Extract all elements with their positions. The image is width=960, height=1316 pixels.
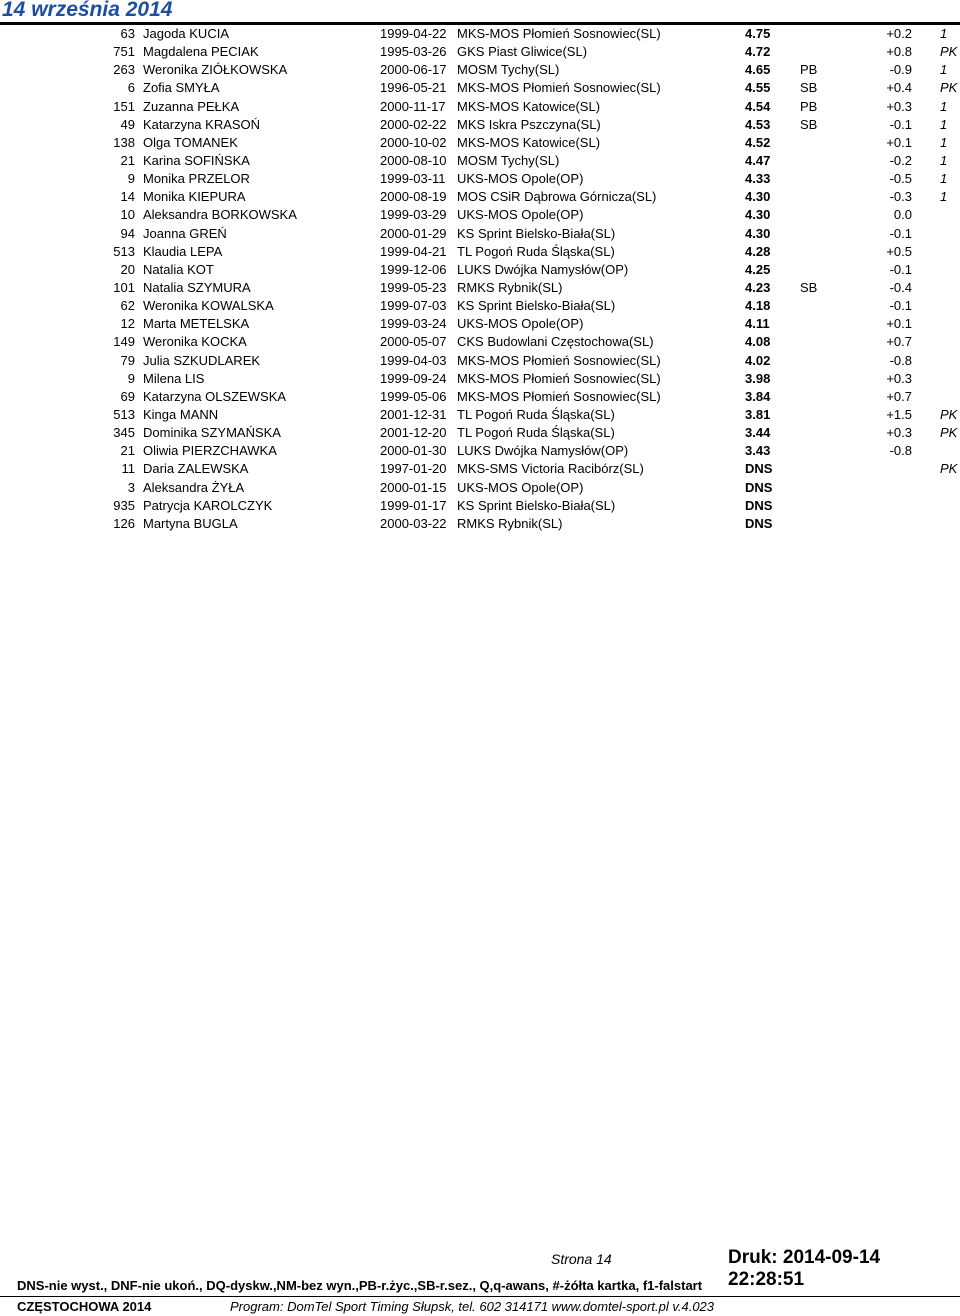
result-value: 4.08: [745, 334, 771, 350]
bib-number: 79: [120, 352, 135, 368]
athlete-name: Daria ZALEWSKA: [143, 461, 249, 477]
table-row: [0, 333, 960, 351]
result-value: DNS: [745, 497, 773, 513]
table-row: [0, 43, 960, 61]
bib-number: 151: [113, 98, 135, 114]
note-flag: 1: [940, 98, 948, 114]
result-value: 4.30: [745, 189, 771, 205]
bib-number: 10: [120, 207, 135, 223]
athlete-name: Milena LIS: [143, 370, 205, 386]
result-value: 3.44: [745, 425, 771, 441]
birth-date: 2000-11-17: [380, 98, 446, 114]
birth-date: 1999-12-06: [380, 261, 447, 277]
result-value: 4.55: [745, 80, 771, 96]
table-row: [0, 297, 960, 315]
athlete-name: Dominika SZYMAŃSKA: [143, 425, 281, 441]
result-value: DNS: [745, 461, 773, 477]
club-name: MOSM Tychy(SL): [457, 62, 560, 78]
wind-value: +0.7: [886, 388, 912, 404]
bib-number: 69: [120, 388, 135, 404]
wind-value: +0.2: [886, 26, 912, 41]
birth-date: 1999-05-06: [380, 388, 447, 404]
athlete-name: Karina SOFIŃSKA: [143, 152, 250, 168]
result-value: 4.30: [745, 207, 771, 223]
athlete-name: Monika KIEPURA: [143, 189, 246, 205]
table-row: [0, 116, 960, 134]
club-name: KS Sprint Bielsko-Biała(SL): [457, 298, 616, 314]
record-flag: SB: [800, 279, 818, 295]
result-value: DNS: [745, 515, 773, 531]
table-row: [0, 388, 960, 406]
wind-value: -0.1: [889, 225, 912, 241]
athlete-name: Joanna GREŃ: [143, 225, 227, 241]
table-row: [0, 261, 960, 279]
athlete-name: Olga TOMANEK: [143, 134, 238, 150]
club-name: UKS-MOS Opole(OP): [457, 207, 584, 223]
bib-number: 149: [113, 334, 135, 350]
bib-number: 345: [113, 425, 135, 441]
club-name: LUKS Dwójka Namysłów(OP): [457, 443, 629, 459]
table-row: [0, 497, 960, 515]
athlete-name: Katarzyna OLSZEWSKA: [143, 388, 287, 404]
wind-value: +0.5: [886, 243, 912, 259]
club-name: MKS-MOS Płomień Sosnowiec(SL): [457, 80, 661, 96]
result-value: 4.33: [745, 171, 771, 187]
athlete-name: Natalia SZYMURA: [143, 279, 251, 295]
record-flag: SB: [800, 80, 818, 96]
note-flag: 1: [940, 152, 948, 168]
birth-date: 1997-01-20: [380, 461, 447, 477]
table-row: [0, 98, 960, 116]
club-name: UKS-MOS Opole(OP): [457, 171, 584, 187]
birth-date: 2000-01-30: [380, 443, 447, 459]
result-value: 4.25: [745, 261, 771, 277]
result-value: 3.81: [745, 406, 771, 422]
wind-value: -0.5: [889, 171, 912, 187]
bib-number: 20: [120, 261, 135, 277]
record-flag: PB: [800, 62, 818, 78]
wind-value: -0.3: [889, 189, 912, 205]
note-flag: 1: [940, 116, 948, 132]
wind-value: +0.1: [886, 134, 912, 150]
birth-date: 2000-10-02: [380, 134, 447, 150]
table-row: [0, 152, 960, 170]
bib-number: 14: [120, 189, 135, 205]
club-name: MKS-MOS Katowice(SL): [457, 134, 601, 150]
table-row: [0, 25, 960, 43]
page-date: 14 września 2014: [2, 0, 173, 21]
note-flag: PK: [940, 80, 958, 96]
result-value: DNS: [745, 479, 773, 495]
club-name: UKS-MOS Opole(OP): [457, 479, 584, 495]
note-flag: 1: [940, 189, 948, 205]
footer-divider: [0, 1296, 960, 1297]
athlete-name: Weronika ZIÓŁKOWSKA: [143, 62, 288, 78]
bib-number: 263: [113, 62, 135, 78]
birth-date: 2000-08-19: [380, 189, 447, 205]
table-row: [0, 188, 960, 206]
table-row: [0, 460, 960, 478]
bib-number: 9: [127, 171, 135, 187]
result-value: 4.30: [745, 225, 771, 241]
note-flag: PK: [940, 425, 958, 441]
bib-number: 11: [121, 461, 135, 477]
club-name: MKS-MOS Płomień Sosnowiec(SL): [457, 352, 661, 368]
club-name: MKS-SMS Victoria Racibórz(SL): [457, 461, 644, 477]
club-name: TL Pogoń Ruda Śląska(SL): [457, 406, 615, 422]
birth-date: 2000-01-15: [380, 479, 447, 495]
abbreviation-legend: DNS-nie wyst., DNF-nie ukoń., DQ-dyskw.,NM-bez wyn.,PB-r.życ.,SB-r.sez., Q,q-awans, #-żółta kartka, f1-falstart: [17, 1278, 703, 1293]
page-number: Strona 14: [551, 1251, 612, 1267]
athlete-name: Monika PRZELOR: [143, 171, 250, 187]
wind-value: -0.1: [889, 298, 912, 314]
bib-number: 6: [127, 80, 135, 96]
bib-number: 101: [113, 279, 135, 295]
birth-date: 1999-04-21: [380, 243, 447, 259]
result-value: 3.98: [745, 370, 771, 386]
birth-date: 2000-05-07: [380, 334, 447, 350]
table-row: [0, 370, 960, 388]
wind-value: +0.3: [886, 425, 912, 441]
table-row: [0, 352, 960, 370]
athlete-name: Jagoda KUCIA: [143, 26, 229, 41]
note-flag: PK: [940, 461, 958, 477]
club-name: MOS CSiR Dąbrowa Górnicza(SL): [457, 189, 657, 205]
club-name: RMKS Rybnik(SL): [457, 515, 563, 531]
event-city: CZĘSTOCHOWA 2014: [17, 1299, 152, 1314]
athlete-name: Aleksandra BORKOWSKA: [143, 207, 297, 223]
club-name: UKS-MOS Opole(OP): [457, 316, 584, 332]
athlete-name: Zuzanna PEŁKA: [143, 98, 240, 114]
result-value: 4.11: [745, 316, 770, 332]
record-flag: SB: [800, 116, 818, 132]
birth-date: 1999-04-03: [380, 352, 447, 368]
table-row: [0, 424, 960, 442]
athlete-name: Kinga MANN: [143, 406, 219, 422]
birth-date: 2001-12-31: [380, 406, 447, 422]
athlete-name: Weronika KOCKA: [143, 334, 247, 350]
result-value: 4.72: [745, 44, 771, 60]
bib-number: 513: [113, 406, 135, 422]
note-flag: 1: [940, 134, 948, 150]
club-name: TL Pogoń Ruda Śląska(SL): [457, 425, 615, 441]
birth-date: 1996-05-21: [380, 80, 447, 96]
note-flag: 1: [940, 171, 948, 187]
result-value: 4.53: [745, 116, 771, 132]
birth-date: 2000-06-17: [380, 62, 447, 78]
wind-value: -0.8: [889, 443, 912, 459]
result-value: 4.28: [745, 243, 771, 259]
bib-number: 751: [113, 44, 135, 60]
wind-value: -0.2: [889, 152, 912, 168]
table-row: [0, 406, 960, 424]
note-flag: 1: [940, 26, 948, 41]
club-name: MKS-MOS Katowice(SL): [457, 98, 601, 114]
result-value: 4.23: [745, 279, 771, 295]
club-name: MKS-MOS Płomień Sosnowiec(SL): [457, 370, 661, 386]
wind-value: 0.0: [893, 207, 912, 223]
table-row: [0, 61, 960, 79]
table-row: [0, 315, 960, 333]
club-name: KS Sprint Bielsko-Biała(SL): [457, 225, 616, 241]
birth-date: 1999-03-11: [380, 171, 446, 187]
table-row: [0, 442, 960, 460]
table-row: [0, 225, 960, 243]
birth-date: 1999-03-29: [380, 207, 447, 223]
birth-date: 2000-03-22: [380, 515, 447, 531]
birth-date: 1995-03-26: [380, 44, 447, 60]
result-value: 4.75: [745, 26, 771, 41]
birth-date: 1999-04-22: [380, 26, 447, 41]
birth-date: 2000-01-29: [380, 225, 447, 241]
note-flag: 1: [940, 62, 948, 78]
bib-number: 63: [120, 26, 135, 41]
wind-value: -0.8: [889, 352, 912, 368]
athlete-name: Natalia KOT: [143, 261, 214, 277]
club-name: RMKS Rybnik(SL): [457, 279, 563, 295]
wind-value: -0.1: [889, 116, 912, 132]
table-row: [0, 243, 960, 261]
table-row: [0, 134, 960, 152]
wind-value: +0.1: [886, 316, 912, 332]
table-row: [0, 170, 960, 188]
bib-number: 21: [120, 152, 135, 168]
birth-date: 1999-07-03: [380, 298, 447, 314]
bib-number: 935: [113, 497, 135, 513]
athlete-name: Weronika KOWALSKA: [143, 298, 274, 314]
birth-date: 2001-12-20: [380, 425, 447, 441]
club-name: LUKS Dwójka Namysłów(OP): [457, 261, 629, 277]
bib-number: 3: [127, 479, 135, 495]
wind-value: -0.4: [889, 279, 912, 295]
table-row: [0, 279, 960, 297]
athlete-name: Katarzyna KRASOŃ: [143, 116, 261, 132]
birth-date: 1999-09-24: [380, 370, 447, 386]
athlete-name: Marta METELSKA: [143, 316, 250, 332]
club-name: KS Sprint Bielsko-Biała(SL): [457, 497, 616, 513]
club-name: MOSM Tychy(SL): [457, 152, 560, 168]
athlete-name: Patrycja KAROLCZYK: [143, 497, 273, 513]
result-value: 4.47: [745, 152, 771, 168]
birth-date: 1999-01-17: [380, 497, 447, 513]
table-row: [0, 479, 960, 497]
athlete-name: Magdalena PECIAK: [143, 44, 259, 60]
bib-number: 62: [120, 298, 135, 314]
bib-number: 12: [120, 316, 135, 332]
club-name: MKS-MOS Płomień Sosnowiec(SL): [457, 26, 661, 41]
wind-value: +1.5: [886, 406, 912, 422]
note-flag: PK: [940, 406, 958, 422]
results-table: [0, 25, 960, 533]
wind-value: +0.7: [886, 334, 912, 350]
result-value: 4.65: [745, 62, 771, 78]
club-name: GKS Piast Gliwice(SL): [457, 44, 588, 60]
wind-value: +0.3: [886, 370, 912, 386]
club-name: MKS Iskra Pszczyna(SL): [457, 116, 601, 132]
athlete-name: Zofia SMYŁA: [143, 80, 220, 96]
print-timestamp: Druk: 2014-09-14 22:28:51: [728, 1247, 881, 1290]
wind-value: +0.8: [886, 44, 912, 60]
bib-number: 138: [113, 134, 135, 150]
program-credit: Program: DomTel Sport Timing Słupsk, tel. 602 314171 www.domtel-sport.pl v.4.023: [230, 1299, 715, 1314]
bib-number: 21: [120, 443, 135, 459]
wind-value: -0.9: [889, 62, 912, 78]
table-row: [0, 79, 960, 97]
club-name: CKS Budowlani Częstochowa(SL): [457, 334, 654, 350]
table-row: [0, 206, 960, 224]
bib-number: 9: [127, 370, 135, 386]
wind-value: -0.1: [889, 261, 912, 277]
wind-value: +0.3: [886, 98, 912, 114]
athlete-name: Klaudia LEPA: [143, 243, 223, 259]
result-value: 4.18: [745, 298, 771, 314]
bib-number: 49: [120, 116, 135, 132]
athlete-name: Aleksandra ŻYŁA: [143, 479, 245, 495]
table-row: [0, 515, 960, 533]
bib-number: 94: [120, 225, 135, 241]
athlete-name: Oliwia PIERZCHAWKA: [143, 443, 277, 459]
bib-number: 513: [113, 243, 135, 259]
club-name: MKS-MOS Płomień Sosnowiec(SL): [457, 388, 661, 404]
birth-date: 1999-05-23: [380, 279, 447, 295]
birth-date: 1999-03-24: [380, 316, 447, 332]
athlete-name: Julia SZKUDLAREK: [143, 352, 261, 368]
record-flag: PB: [800, 98, 818, 114]
birth-date: 2000-08-10: [380, 152, 447, 168]
result-value: 4.54: [745, 98, 771, 114]
club-name: TL Pogoń Ruda Śląska(SL): [457, 243, 615, 259]
note-flag: PK: [940, 44, 958, 60]
result-value: 3.84: [745, 388, 771, 404]
result-value: 4.52: [745, 134, 771, 150]
bib-number: 126: [113, 515, 135, 531]
athlete-name: Martyna BUGLA: [143, 515, 238, 531]
result-value: 4.02: [745, 352, 771, 368]
wind-value: +0.4: [886, 80, 912, 96]
birth-date: 2000-02-22: [380, 116, 447, 132]
result-value: 3.43: [745, 443, 771, 459]
